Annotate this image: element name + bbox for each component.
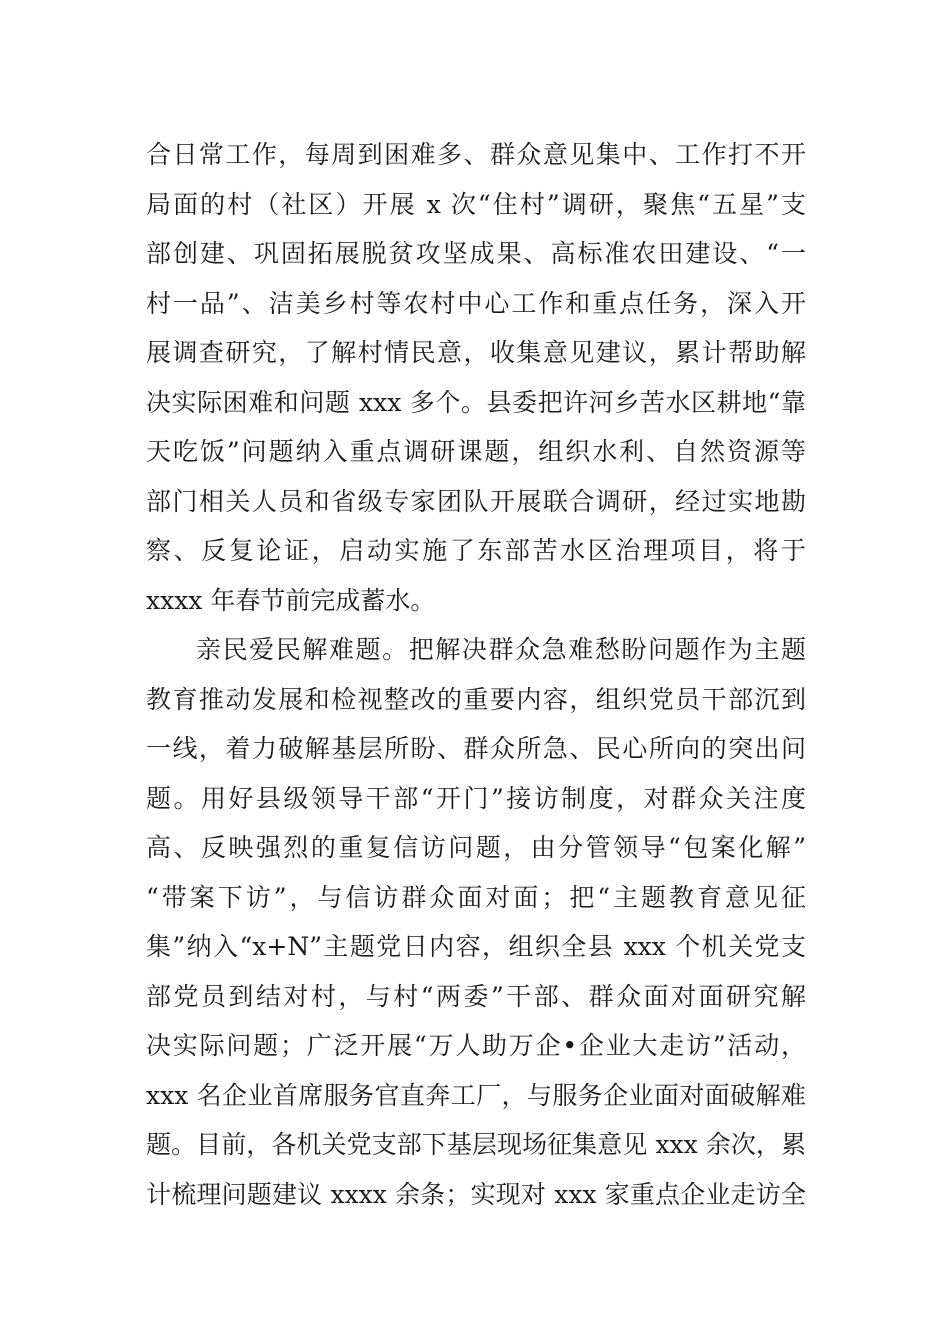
- text-line: xxx 名企业首席服务官直奔工厂，与服务企业面对面破解难: [146, 1080, 806, 1110]
- text-line: xxxx 年春节前完成蓄水。: [146, 585, 436, 615]
- text-line: 题。用好县级领导干部“开门”接访制度，对群众关注度: [146, 783, 806, 813]
- text-line: 亲民爱民解难题。把解决群众急难愁盼问题作为主题: [196, 635, 806, 664]
- text-line: 部创建、巩固拓展脱贫攻坚成果、高标准农田建设、“一: [146, 239, 806, 268]
- document-body: [146, 130, 806, 1219]
- text-line: 展调查研究，了解村情民意，收集意见建议，累计帮助解: [146, 338, 806, 367]
- text-line: 决实际问题；广泛开展“万人助万企•企业大走访”活动，: [146, 1031, 806, 1060]
- paragraph-2: [146, 625, 806, 1219]
- text-line: 高、反映强烈的重复信访问题，由分管领导“包案化解”: [146, 833, 806, 862]
- text-line: 察、反复论证，启动实施了东部苦水区治理项目，将于: [146, 536, 806, 565]
- text-line: 一线，着力破解基层所盼、群众所急、民心所向的突出问: [146, 734, 806, 763]
- paragraph-1: [146, 130, 806, 625]
- text-line: 部党员到结对村，与村“两委”干部、群众面对面研究解: [146, 981, 806, 1011]
- text-line: 局面的村（社区）开展 x 次“住村”调研，聚焦“五星”支: [146, 189, 806, 219]
- text-line: 村一品”、洁美乡村等农村中心工作和重点任务，深入开: [146, 288, 806, 318]
- text-line: 集”纳入“x+N”主题党日内容，组织全县 xxx 个机关党支: [146, 932, 806, 961]
- text-line: 决实际困难和问题 xxx 多个。县委把许河乡苦水区耕地“靠: [146, 387, 806, 417]
- text-line: 计梳理问题建议 xxxx 余条；实现对 xxx 家重点企业走访全: [146, 1179, 806, 1209]
- text-line: 部门相关人员和省级专家团队开展联合调研，经过实地勘: [146, 486, 806, 516]
- text-line: 天吃饭”问题纳入重点调研课题，组织水利、自然资源等: [146, 437, 806, 466]
- text-line: 教育推动发展和检视整改的重要内容，组织党员干部沉到: [146, 684, 806, 714]
- text-line: 题。目前，各机关党支部下基层现场征集意见 xxx 余次，累: [146, 1130, 806, 1159]
- text-line: “带案下访”，与信访群众面对面；把“主题教育意见征: [146, 882, 806, 912]
- text-line: 合日常工作，每周到困难多、群众意见集中、工作打不开: [146, 140, 806, 169]
